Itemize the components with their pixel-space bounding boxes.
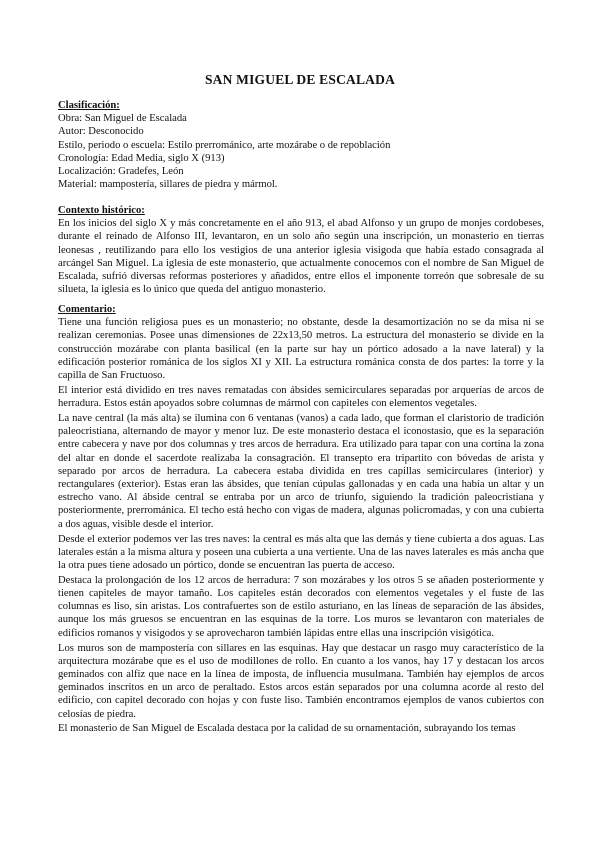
comentario-paragraph-5: Destaca la prolongación de los 12 arcos de herradura: 7 son mozárabes y los otros 5 se añaden posteriormente y tienen capiteles de mayor tamaño. Los capiteles están decorados con elementos vegetales y el fuste de las columnas es liso, sin aristas. Los contrafuertes son de estilo asturiano, en las líneas de separación de las ábsides, aunque los más gruesos se encuentran en las esquinas de la torre. Los muros se levantaron con materiales de edificios romanos y visigodos y se aprovecharon también lápidas entre ellas una inscripción visigótica.: [58, 574, 544, 639]
clasificacion-section: [58, 99, 544, 191]
clasificacion-cronologia: Cronología: Edad Media, siglo X (913): [58, 152, 225, 164]
clasificacion-obra: Obra: San Miguel de Escalada: [58, 113, 187, 125]
comentario-paragraph-3: La nave central (la más alta) se ilumina con 6 ventanas (vanos) a cada lado, que forman el claristorio de tradición paleocristiana, alternando de mayor y menor luz. De este monasterio destaca el iconostasio, que es la separación entre cabecera y nave por dos columnas y tres arcos de herradura. Era utilizado para tapar con una cortina la zona del altar en donde el sacerdote realizaba la consagración. El transepto era tripartito con bóvedas de arista y separado por arcos de herradura. La cabecera estaba dividida en tres capillas semicirculares (interior) y rectangulares (exterior). Estas eran las ábsides, que tenían cúpulas gallonadas y en cada una había un altar y un estrecho vano. Al ábside central se entraba por un arco de triunfo, siguiendo la tradición paleocristiana y posteriormente, prerrománica. El techo está hecho con vigas de madera, algunas policromadas, y con una cubierta a dos aguas, visible desde el interior.: [58, 413, 544, 530]
page-title: SAN MIGUEL DE ESCALADA: [204, 72, 396, 87]
contexto-section: [58, 204, 544, 296]
contexto-paragraph: En los inicios del siglo X y más concretamente en el año 913, el abad Alfonso y un grupo de monjes cordobeses, durante el reinado de Alfonso III, levantaron, en un solo año según una inscripción, un monasterio en tierras leonesas , reutilizando para ello los vestigios de una anterior iglesia visigoda que había estado consagrada al arcángel San Miguel. La iglesia de este monasterio, que actualmente conocemos con el nombre de San Miguel de Escalada, sufrió diversas reformas posteriores y añadidos, entre ellos el imponente torreón que sobresale de su silueta, la iglesia es lo único que queda del antiguo monasterio.: [58, 218, 544, 296]
clasificacion-localizacion: Localización: Gradefes, León: [58, 166, 184, 178]
comentario-paragraph-2: El interior está dividido en tres naves rematadas con ábsides semicirculares separadas por arquerías de arcos de herradura. Estos están apoyados sobre columnas de mármol con capiteles con elementos vegetales.: [58, 384, 544, 410]
clasificacion-heading: Clasificación:: [58, 100, 120, 111]
comentario-paragraph-4: Desde el exterior podemos ver las tres naves: la central es más alta que las demás y tiene cubierta a dos aguas. Las laterales están a la misma altura y poseen una cubierta a una vertiente. Una de las naves laterales es más ancha que la otra pues tiene adosado un pórtico, donde se encuentran las puerta de acceso.: [58, 533, 544, 571]
clasificacion-autor: Autor: Desconocido: [58, 126, 144, 138]
clasificacion-estilo: Estilo, periodo o escuela: Estilo prerrománico, arte mozárabe o de repoblación: [58, 139, 391, 151]
comentario-section: [58, 303, 544, 737]
comentario-paragraph-1: Tiene una función religiosa pues es un monasterio; no obstante, desde la desamortización no se da misa ni se realizan ceremonias. Posee unas dimensiones de 22x13,50 metros. La estructura del monasterio se divide en la construcción mozárabe con planta basilical (en la parte sur hay un pórtico adosado a la nave lateral) y la edificación posterior románica de los siglos XI y XII. La estructura románica consta de dos partes: la torre y la capilla de San Fructuoso.: [58, 317, 544, 382]
comentario-heading: Comentario:: [58, 304, 116, 315]
comentario-paragraph-7: El monasterio de San Miguel de Escalada destaca por la calidad de su ornamentación, subrayando los temas: [58, 723, 516, 735]
contexto-heading: Contexto histórico:: [58, 205, 145, 216]
clasificacion-material: Material: mampostería, sillares de piedra y mármol.: [58, 179, 278, 191]
comentario-paragraph-6: Los muros son de mampostería con sillares en las esquinas. Hay que destacar un rasgo muy característico de la arquitectura mozárabe que es el uso de modillones de rollo. En cuanto a los vanos, hay 17 y destacan los arcos geminados con alfiz que nace en la línea de imposta, de influencia musulmana. También hay ejemplos de arcos geminados inscritos en un arco de peraltado. Estos arcos están separados por una columna acorde al resto del edificio, con capitel decorado con hojas y con fuste liso. También encontramos ejemplos de vanos cubiertos con celosías de piedra.: [58, 642, 544, 720]
